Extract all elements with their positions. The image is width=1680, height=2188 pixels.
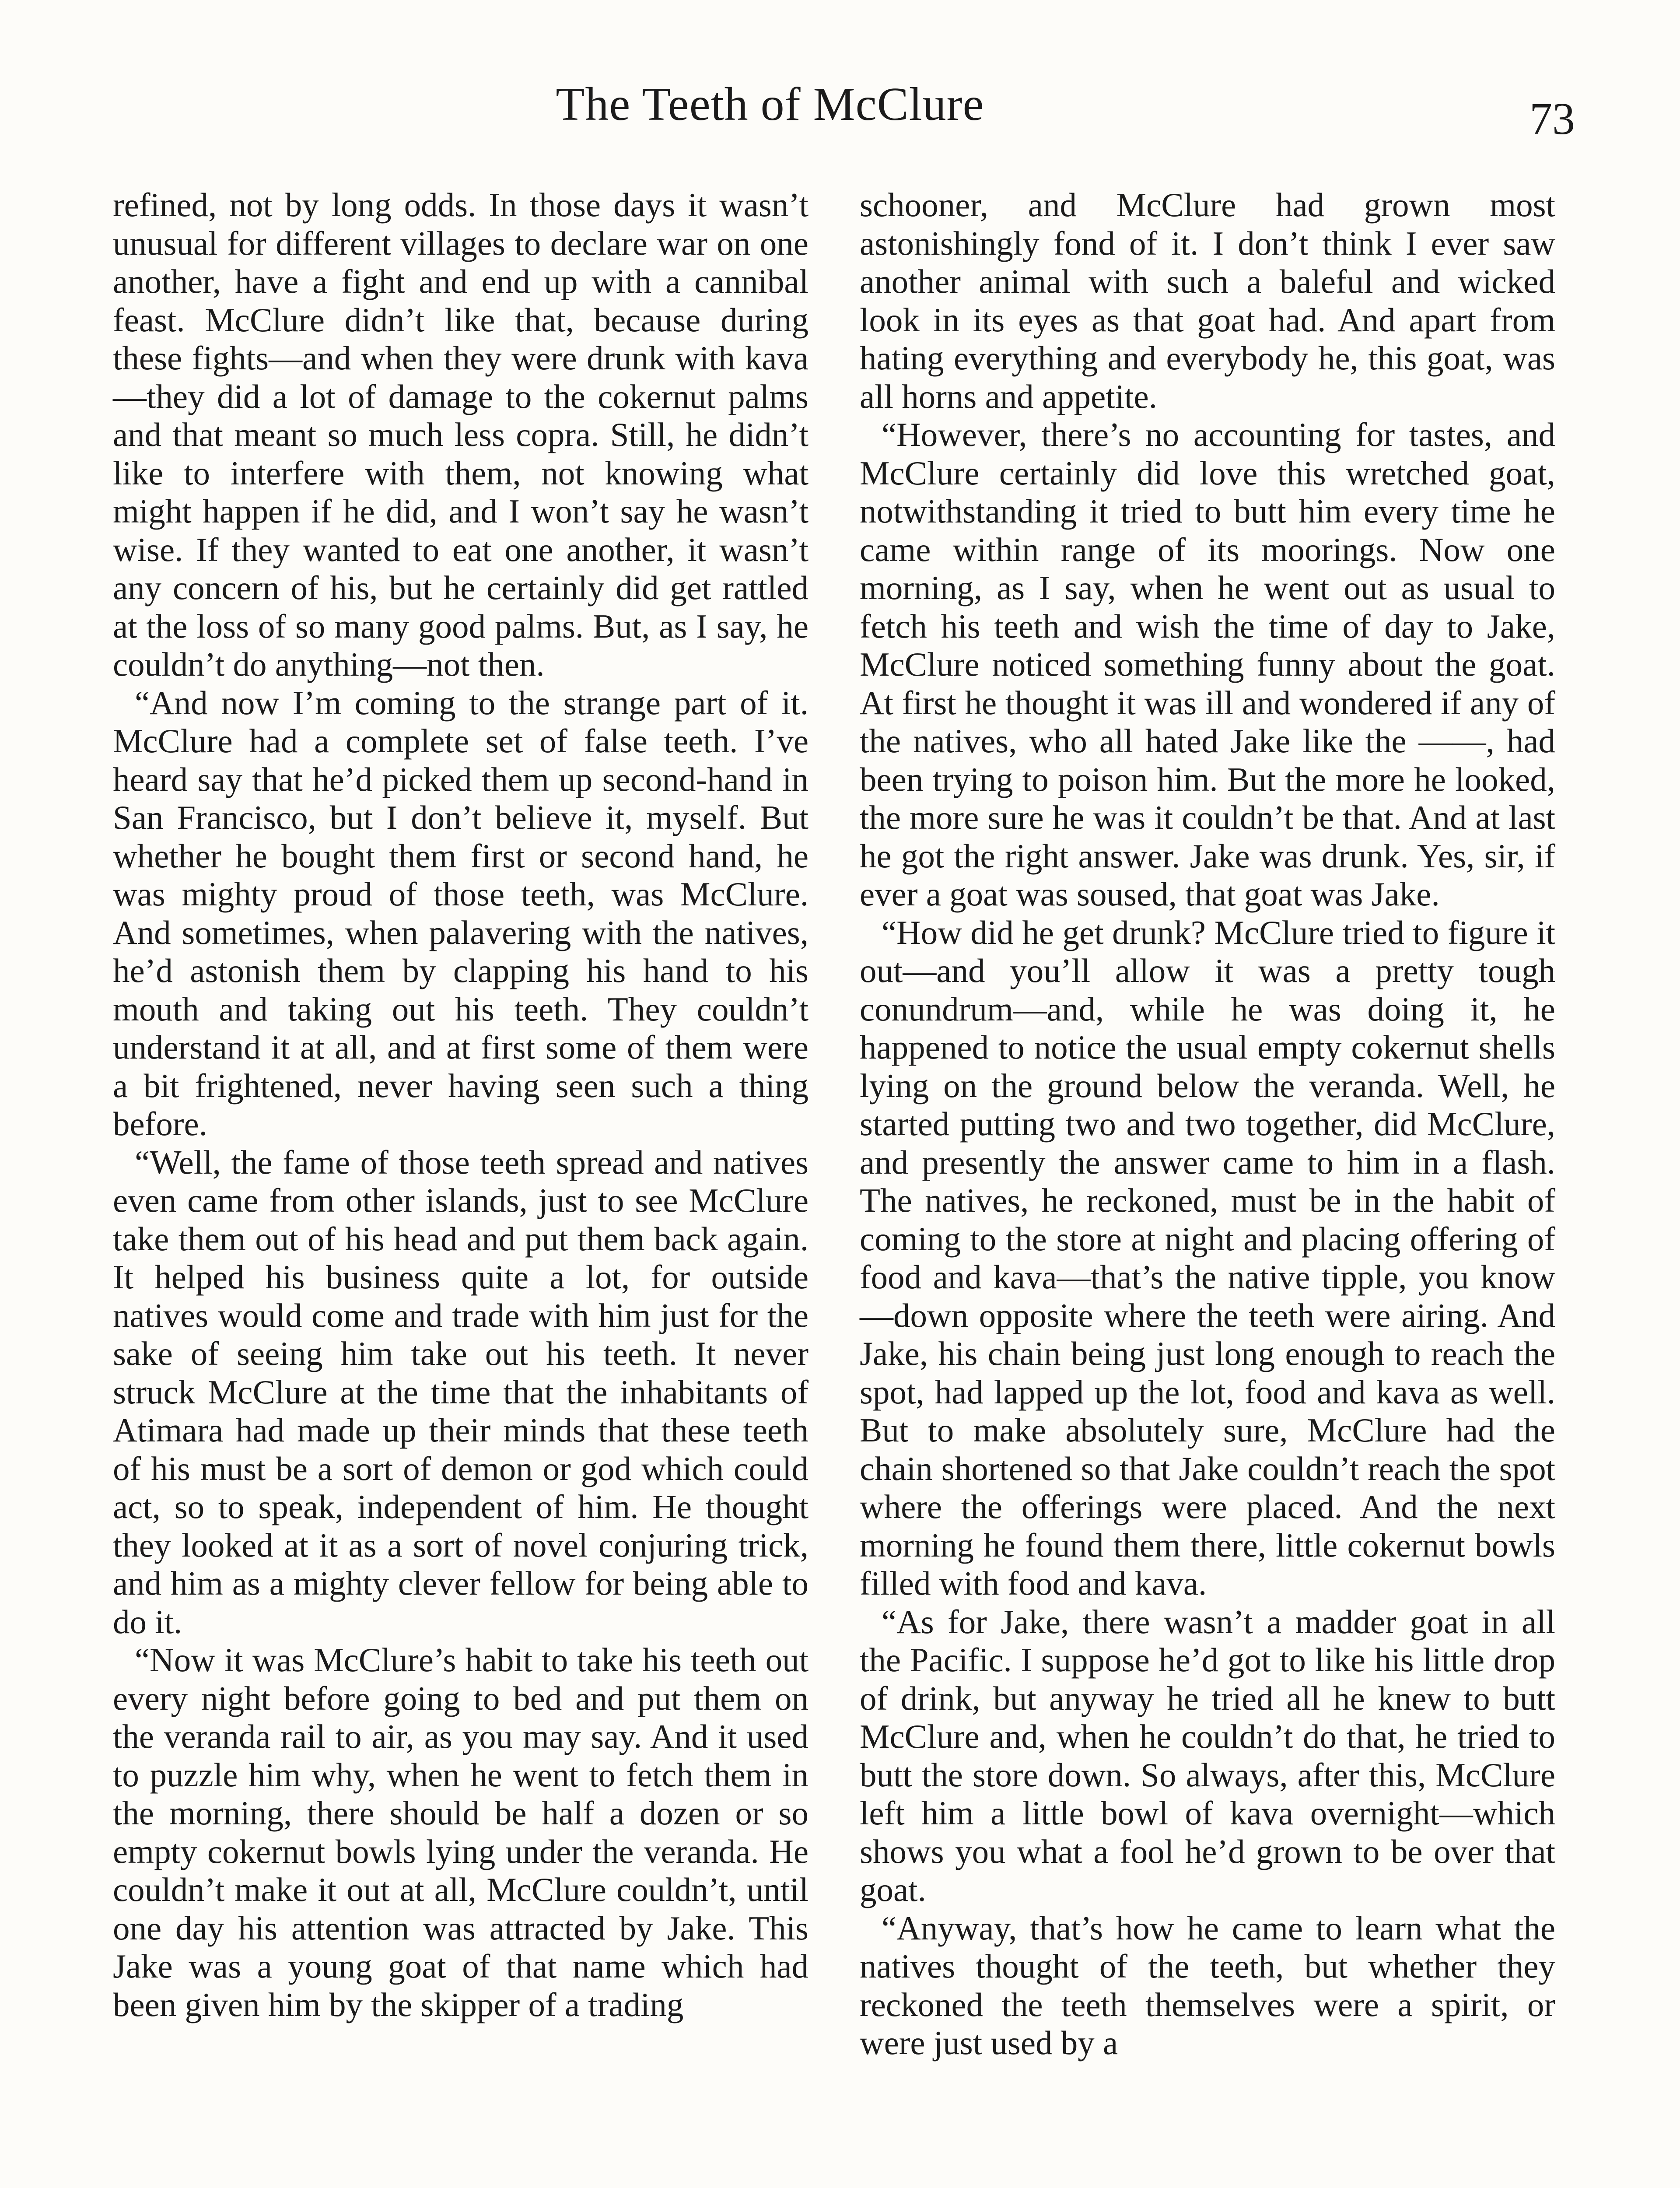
paragraph: “Now it was McClure’s habit to take his teeth out every night before going to bed and put them on the veranda rail to air, as you may say. And it used to puzzle him why, when he went to fetch them in the morning, there should be half a dozen or so empty cokernut bowls lying under the veranda. He couldn’t make it out at all, McClure couldn’t, until one day his attention was attracted by Jake. This Jake was a young goat of that name which had been given him by the skipper of a trading — [113, 1641, 808, 2023]
page-number: 73 — [1530, 94, 1575, 144]
page-title: The Teeth of McClure — [556, 78, 984, 130]
paragraph: “Well, the fame of those teeth spread and natives even came from other islands, just to see McClure take them out of his head and put them back again. It helped his business quite a lot, for outside natives would come and trade with him just for the sake of seeing him take out his teeth. It never struck McClure at the time that the inhabitants of Atimara had made up their minds that these teeth of his must be a sort of demon or god which could act, so to speak, independent of him. He thought they looked at it as a sort of novel conjuring trick, and him as a mighty clever fellow for being able to do it. — [113, 1143, 808, 1641]
paragraph: “Anyway, that’s how he came to learn what the natives thought of the teeth, but whether they reckoned the teeth themselves were a spirit, or were just used by a — [860, 1909, 1555, 2062]
right-column — [860, 186, 1555, 2062]
paragraph: “However, there’s no accounting for tastes, and McClure certainly did love this wretched goat, notwithstanding it tried to butt him every time he came within range of its moorings. Now one morning, as I say, when he went out as usual to fetch his teeth and wish the time of day to Jake, McClure noticed something funny about the goat. At first he thought it was ill and wondered if any of the natives, who all hated Jake like the ——, had been trying to poison him. But the more he looked, the more sure he was it couldn’t be that. And at last he got the right answer. Jake was drunk. Yes, sir, if ever a goat was soused, that goat was Jake. — [860, 416, 1555, 913]
left-column — [113, 186, 808, 2024]
paragraph: “And now I’m coming to the strange part of it. McClure had a complete set of false teeth. I’ve heard say that he’d picked them up second-hand in San Francisco, but I don’t believe it, myself. But whether he bought them first or second hand, he was mighty proud of those teeth, was McClure. And sometimes, when palavering with the natives, he’d astonish them by clapping his hand to his mouth and taking out his teeth. They couldn’t understand it at all, and at first some of them were a bit frightened, never having seen such a thing before. — [113, 684, 808, 1143]
paragraph: “As for Jake, there wasn’t a madder goat in all the Pacific. I suppose he’d got to like his little drop of drink, but anyway he tried all he knew to butt McClure and, when he couldn’t do that, he tried to butt the store down. So always, after this, McClure left him a little bowl of kava overnight—which shows you what a fool he’d grown to be over that goat. — [860, 1602, 1555, 1908]
paragraph: refined, not by long odds. In those days it wasn’t unusual for different villages to declare war on one another, have a fight and end up with a cannibal feast. McClure didn’t like that, because during these fights—and when they were drunk with kava—they did a lot of damage to the cokernut palms and that meant so much less copra. Still, he didn’t like to interfere with them, not knowing what might happen if he did, and I won’t say he wasn’t wise. If they wanted to eat one another, it wasn’t any concern of his, but he certainly did get rattled at the loss of so many good palms. But, as I say, he couldn’t do anything—not then. — [113, 186, 808, 683]
paragraph: “How did he get drunk? McClure tried to figure it out—and you’ll allow it was a pretty tough conundrum—and, while he was doing it, he happened to notice the usual empty cokernut shells lying on the ground below the veranda. Well, he started putting two and two together, did McClure, and presently the answer came to him in a flash. The natives, he reckoned, must be in the habit of coming to the store at night and placing offering of food and kava—that’s the native tipple, you know—down opposite where the teeth were airing. And Jake, his chain being just long enough to reach the spot, had lapped up the lot, food and kava as well. But to make absolutely sure, McClure had the chain shortened so that Jake couldn’t reach the spot where the offerings were placed. And the next morning he found them there, little cokernut bowls filled with food and kava. — [860, 913, 1555, 1602]
paragraph: schooner, and McClure had grown most astonishingly fond of it. I don’t think I ever saw another animal with such a baleful and wicked look in its eyes as that goat had. And apart from hating everything and everybody he, this goat, was all horns and appetite. — [860, 186, 1555, 415]
